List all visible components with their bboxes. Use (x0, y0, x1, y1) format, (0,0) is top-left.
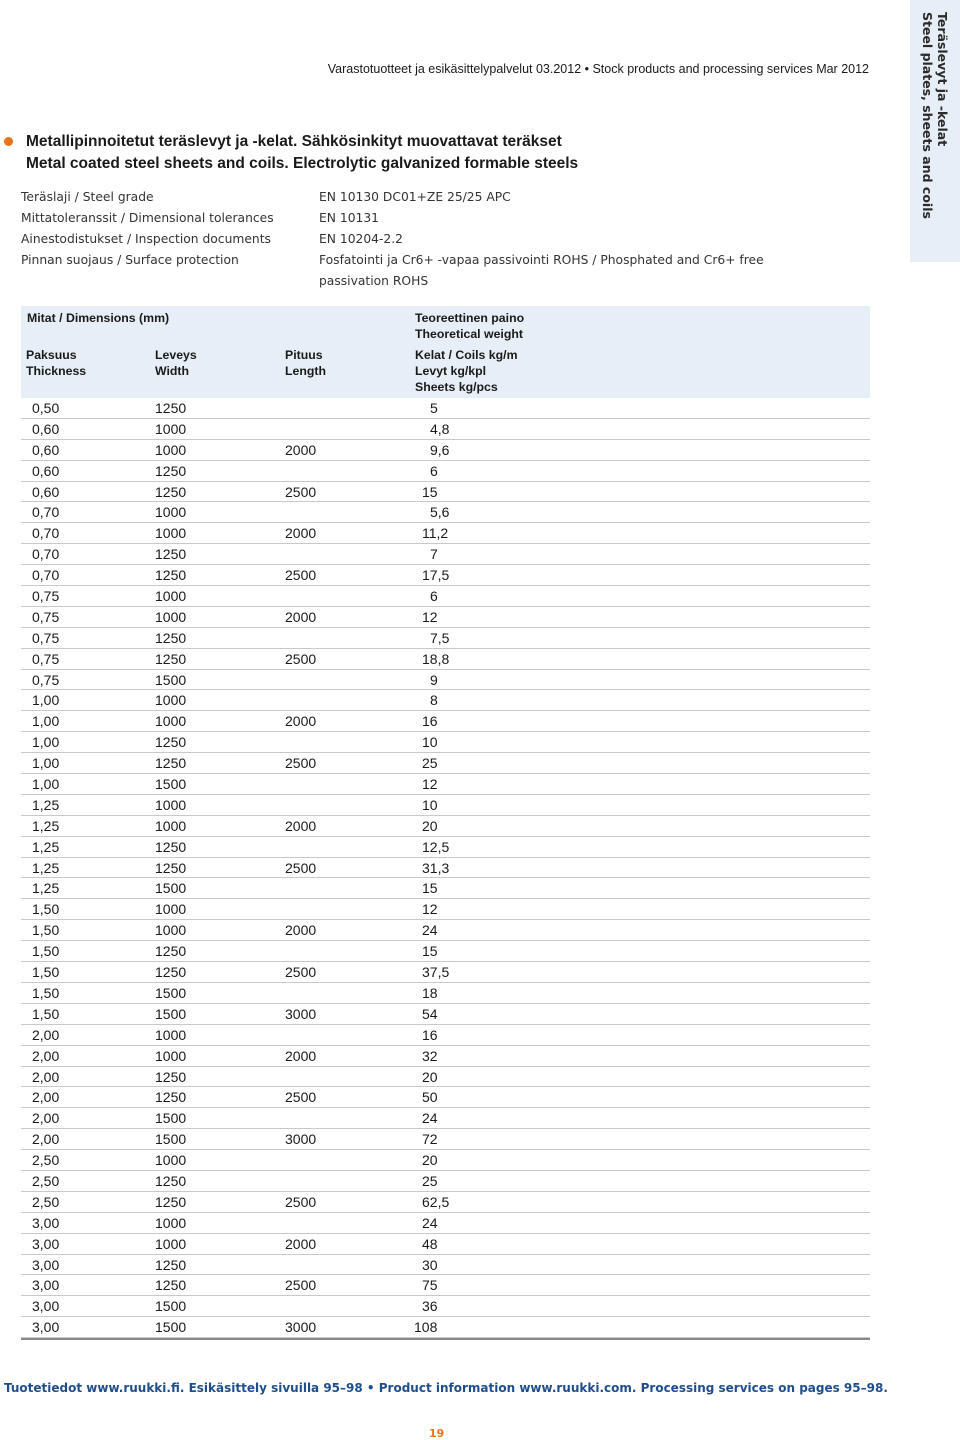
length-cell: 2500 (285, 1089, 317, 1106)
width-cell: 1250 (155, 755, 187, 772)
thickness-cell: 3,00 (32, 1235, 60, 1252)
width-cell: 1500 (155, 1298, 187, 1315)
width-cell: 1000 (155, 901, 187, 918)
width-heading-en: Width (155, 364, 190, 378)
width-cell: 1250 (155, 1193, 187, 1210)
side-tab-line2: Steel plates, sheets and coils (920, 12, 935, 219)
weight-cell: 15 (422, 483, 438, 500)
thickness-cell: 2,50 (32, 1193, 60, 1210)
bullet-icon (4, 137, 13, 146)
width-cell: 1250 (155, 734, 187, 751)
width-cell: 1250 (155, 483, 187, 500)
length-cell: 2000 (285, 817, 317, 834)
weight-cell: 15 (422, 880, 438, 897)
weight-cell: 16 (422, 1026, 438, 1043)
table-row (21, 1255, 870, 1276)
thickness-cell: 0,60 (32, 420, 60, 437)
table-row (21, 1213, 870, 1234)
table-bottom-rule (21, 1338, 870, 1340)
length-cell: 3000 (285, 1005, 317, 1022)
width-cell: 1500 (155, 1005, 187, 1022)
weight-cell: 37,5 (422, 964, 450, 981)
spec-value: EN 10131 (319, 211, 379, 225)
width-cell: 1000 (155, 608, 187, 625)
width-cell: 1000 (155, 922, 187, 939)
width-cell: 1250 (155, 629, 187, 646)
weight-cell: 9 (430, 671, 438, 688)
spec-value-continued: passivation ROHS (319, 274, 429, 288)
thickness-heading-fi: Paksuus (26, 348, 77, 362)
weight-cell: 4,8 (430, 420, 450, 437)
thickness-cell: 1,25 (32, 817, 60, 834)
title-line-fi: Metallipinnoitetut teräslevyt ja -kelat. Sähkösinkityt muovattavat teräkset (26, 133, 562, 150)
thickness-cell: 1,00 (32, 734, 60, 751)
table-header (21, 306, 870, 398)
weight-cell: 16 (422, 713, 438, 730)
thickness-cell: 1,50 (32, 943, 60, 960)
spec-value: Fosfatointi ja Cr6+ -vapaa passivointi ROHS / Phosphated and Cr6+ free (319, 253, 764, 267)
side-tab (910, 0, 960, 262)
table-row (21, 774, 870, 795)
length-cell: 2000 (285, 1235, 317, 1252)
table-row (21, 649, 870, 670)
table-row (21, 941, 870, 962)
table-row (21, 1171, 870, 1192)
thickness-cell: 0,50 (32, 400, 60, 416)
spec-label: Mittatoleranssit / Dimensional tolerances (21, 211, 274, 225)
weight-cell: 6 (430, 462, 438, 479)
side-tab-text (920, 12, 950, 219)
width-cell: 1000 (155, 588, 187, 605)
width-cell: 1000 (155, 692, 187, 709)
spec-label: Teräslaji / Steel grade (21, 190, 154, 204)
width-cell: 1000 (155, 1235, 187, 1252)
weight-cell: 11,2 (422, 525, 449, 542)
thickness-cell: 0,70 (32, 525, 60, 542)
thickness-cell: 0,75 (32, 608, 60, 625)
weight-cell: 8 (430, 692, 438, 709)
table-row (21, 858, 870, 879)
width-cell: 1250 (155, 546, 187, 563)
table-row (21, 1192, 870, 1213)
table-row (21, 607, 870, 628)
table-row (21, 502, 870, 523)
table-body (21, 398, 870, 1338)
thickness-cell: 2,00 (32, 1089, 60, 1106)
weight-cell: 36 (422, 1298, 438, 1315)
spec-label: Ainestodistukset / Inspection documents (21, 232, 271, 246)
weight-cell: 7,5 (430, 629, 450, 646)
table-row (21, 1004, 870, 1025)
thickness-cell: 0,75 (32, 588, 60, 605)
thickness-heading-en: Thickness (26, 364, 87, 378)
weight-cell: 17,5 (422, 567, 450, 584)
thickness-cell: 2,00 (32, 1110, 60, 1127)
spec-label: Pinnan suojaus / Surface protection (21, 253, 239, 267)
thickness-cell: 1,00 (32, 755, 60, 772)
table-row (21, 816, 870, 837)
weight-cell: 32 (422, 1047, 438, 1064)
length-cell: 2500 (285, 483, 317, 500)
width-cell: 1250 (155, 859, 187, 876)
thickness-cell: 1,25 (32, 796, 60, 813)
width-cell: 1250 (155, 1172, 187, 1189)
weight-cell: 18 (422, 984, 438, 1001)
length-cell: 2000 (285, 1047, 317, 1064)
weight-cell: 12 (422, 901, 438, 918)
width-cell: 1250 (155, 1277, 187, 1294)
table-row (21, 1150, 870, 1171)
table-row (21, 837, 870, 858)
width-cell: 1500 (155, 880, 187, 897)
width-cell: 1250 (155, 1068, 187, 1085)
thickness-cell: 1,25 (32, 838, 60, 855)
weight-sheets-heading-en: Sheets kg/pcs (415, 380, 498, 394)
width-cell: 1000 (155, 1026, 187, 1043)
weight-sheets-heading-fi: Levyt kg/kpl (415, 364, 487, 378)
length-cell: 3000 (285, 1319, 317, 1336)
weight-coils-heading: Kelat / Coils kg/m (415, 348, 518, 362)
weight-cell: 12,5 (422, 838, 450, 855)
table-row (21, 586, 870, 607)
side-tab-line1: Teräslevyt ja -kelat (935, 12, 950, 147)
table-row (21, 1046, 870, 1067)
thickness-cell: 1,50 (32, 964, 60, 981)
table-row (21, 1025, 870, 1046)
weight-cell: 25 (422, 1172, 438, 1189)
spec-value: EN 10204-2.2 (319, 232, 403, 246)
dimensions-heading: Mitat / Dimensions (mm) (27, 311, 170, 325)
weight-cell: 31,3 (422, 859, 450, 876)
width-cell: 1000 (155, 441, 187, 458)
length-cell: 2500 (285, 859, 317, 876)
width-cell: 1250 (155, 943, 187, 960)
running-header: Varastotuotteet ja esikäsittelypalvelut 03.2012 • Stock products and processing services Mar 2012 (327, 62, 869, 76)
weight-cell: 24 (422, 1110, 438, 1127)
weight-cell: 18,8 (422, 650, 450, 667)
table-row (21, 440, 870, 461)
length-cell: 2500 (285, 964, 317, 981)
weight-cell: 24 (422, 922, 438, 939)
thickness-cell: 0,75 (32, 629, 60, 646)
weight-cell: 75 (422, 1277, 438, 1294)
thickness-cell: 0,60 (32, 462, 60, 479)
weight-cell: 20 (422, 817, 438, 834)
weight-cell: 20 (422, 1152, 438, 1169)
table-row (21, 1296, 870, 1317)
weight-cell: 20 (422, 1068, 438, 1085)
table-row (21, 711, 870, 732)
thickness-cell: 2,50 (32, 1152, 60, 1169)
weight-cell: 5 (430, 400, 438, 416)
spec-value: EN 10130 DC01+ZE 25/25 APC (319, 190, 511, 204)
weight-cell: 24 (422, 1214, 438, 1231)
length-cell: 2500 (285, 567, 317, 584)
thickness-cell: 0,70 (32, 504, 60, 521)
width-cell: 1000 (155, 525, 187, 542)
width-cell: 1250 (155, 650, 187, 667)
weight-cell: 10 (422, 796, 438, 813)
table-row (21, 1234, 870, 1255)
dimensions-table (21, 306, 870, 1340)
table-row (21, 628, 870, 649)
thickness-cell: 2,00 (32, 1047, 60, 1064)
weight-cell: 15 (422, 943, 438, 960)
thickness-cell: 3,00 (32, 1256, 60, 1273)
table-row (21, 1067, 870, 1088)
thickness-cell: 1,00 (32, 692, 60, 709)
table-row (21, 1317, 870, 1338)
table-row (21, 1129, 870, 1150)
thickness-cell: 3,00 (32, 1298, 60, 1315)
width-cell: 1250 (155, 462, 187, 479)
thickness-cell: 1,25 (32, 880, 60, 897)
table-row (21, 983, 870, 1004)
length-cell: 3000 (285, 1131, 317, 1148)
table-row (21, 482, 870, 503)
weight-cell: 25 (422, 755, 438, 772)
weight-cell: 72 (422, 1131, 438, 1148)
width-cell: 1250 (155, 567, 187, 584)
table-row (21, 461, 870, 482)
width-cell: 1000 (155, 1152, 187, 1169)
length-cell: 2000 (285, 922, 317, 939)
table-row (21, 962, 870, 983)
thickness-cell: 1,50 (32, 901, 60, 918)
thickness-cell: 0,60 (32, 483, 60, 500)
length-cell: 2000 (285, 525, 317, 542)
table-row (21, 419, 870, 440)
width-cell: 1250 (155, 1256, 187, 1273)
weight-cell: 6 (430, 588, 438, 605)
weight-cell: 62,5 (422, 1193, 450, 1210)
width-cell: 1000 (155, 796, 187, 813)
thickness-cell: 1,50 (32, 1005, 60, 1022)
table-row (21, 670, 870, 691)
length-heading-fi: Pituus (285, 348, 323, 362)
table-row (21, 1087, 870, 1108)
weight-cell: 30 (422, 1256, 438, 1273)
thickness-cell: 0,70 (32, 546, 60, 563)
table-row (21, 795, 870, 816)
thickness-cell: 1,00 (32, 713, 60, 730)
width-cell: 1000 (155, 1214, 187, 1231)
table-row (21, 732, 870, 753)
thickness-cell: 0,60 (32, 441, 60, 458)
table-row (21, 899, 870, 920)
thickness-cell: 0,70 (32, 567, 60, 584)
table-row (21, 690, 870, 711)
table-row (21, 920, 870, 941)
thickness-cell: 2,00 (32, 1131, 60, 1148)
width-cell: 1000 (155, 420, 187, 437)
table-row (21, 878, 870, 899)
weight-heading-fi: Teoreettinen paino (415, 311, 525, 325)
thickness-cell: 1,00 (32, 776, 60, 793)
thickness-cell: 1,50 (32, 984, 60, 1001)
length-cell: 2500 (285, 1193, 317, 1210)
width-cell: 1000 (155, 504, 187, 521)
thickness-cell: 0,75 (32, 671, 60, 688)
width-cell: 1500 (155, 1319, 187, 1336)
table-row (21, 544, 870, 565)
length-cell: 2500 (285, 650, 317, 667)
width-cell: 1250 (155, 400, 187, 416)
thickness-cell: 0,75 (32, 650, 60, 667)
length-cell: 2000 (285, 441, 317, 458)
width-cell: 1500 (155, 1110, 187, 1127)
page-number: 19 (429, 1427, 445, 1440)
table-row (21, 523, 870, 544)
thickness-cell: 3,00 (32, 1214, 60, 1231)
weight-cell: 12 (422, 776, 438, 793)
weight-cell: 54 (422, 1005, 438, 1022)
width-cell: 1000 (155, 817, 187, 834)
table-row (21, 1108, 870, 1129)
thickness-cell: 1,50 (32, 922, 60, 939)
width-cell: 1500 (155, 984, 187, 1001)
width-cell: 1500 (155, 776, 187, 793)
weight-cell: 9,6 (430, 441, 450, 458)
width-cell: 1500 (155, 671, 187, 688)
length-cell: 2500 (285, 1277, 317, 1294)
thickness-cell: 3,00 (32, 1319, 60, 1336)
weight-cell: 5,6 (430, 504, 450, 521)
weight-cell: 10 (422, 734, 438, 751)
weight-cell: 108 (414, 1319, 438, 1336)
thickness-cell: 2,00 (32, 1026, 60, 1043)
weight-cell: 7 (430, 546, 438, 563)
length-cell: 2000 (285, 608, 317, 625)
title-line-en: Metal coated steel sheets and coils. Electrolytic galvanized formable steels (26, 155, 579, 172)
weight-cell: 12 (422, 608, 438, 625)
weight-heading-en: Theoretical weight (415, 327, 523, 341)
width-cell: 1250 (155, 964, 187, 981)
table-row (21, 398, 870, 419)
length-heading-en: Length (285, 364, 326, 378)
table-row (21, 753, 870, 774)
width-cell: 1500 (155, 1131, 187, 1148)
width-cell: 1250 (155, 838, 187, 855)
weight-cell: 48 (422, 1235, 438, 1252)
weight-cell: 50 (422, 1089, 438, 1106)
width-cell: 1250 (155, 1089, 187, 1106)
thickness-cell: 3,00 (32, 1277, 60, 1294)
thickness-cell: 1,25 (32, 859, 60, 876)
footer-links: Tuotetiedot www.ruukki.fi. Esikäsittely sivuilla 95–98 • Product information www.ruukki.com. Processing services on pages 95–98. (4, 1381, 888, 1395)
length-cell: 2500 (285, 755, 317, 772)
thickness-cell: 2,50 (32, 1172, 60, 1189)
width-cell: 1000 (155, 1047, 187, 1064)
length-cell: 2000 (285, 713, 317, 730)
width-heading-fi: Leveys (155, 348, 197, 362)
table-row (21, 565, 870, 586)
width-cell: 1000 (155, 713, 187, 730)
table-row (21, 1275, 870, 1296)
thickness-cell: 2,00 (32, 1068, 60, 1085)
